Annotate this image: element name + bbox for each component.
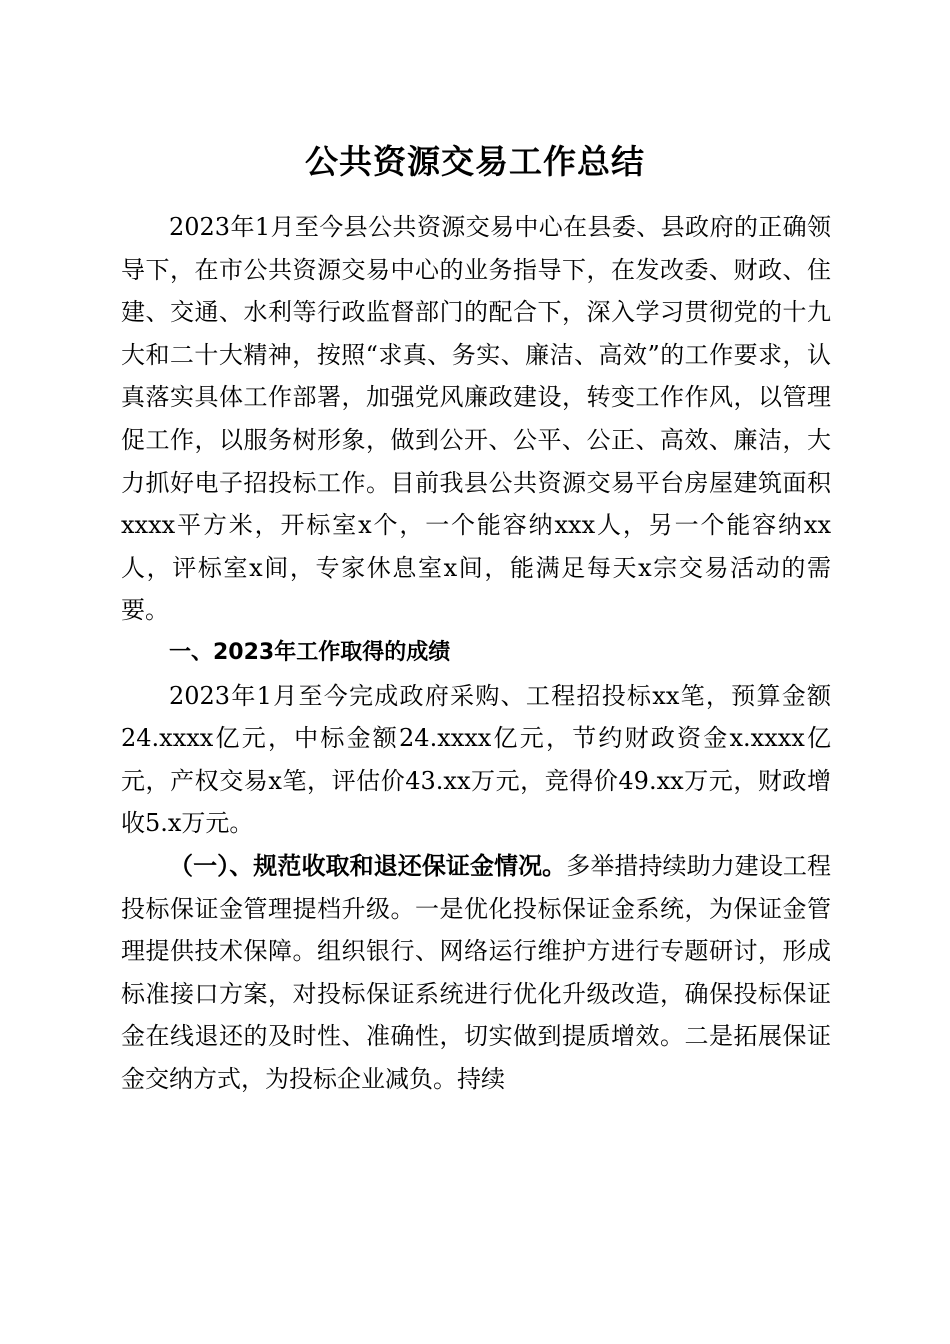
- intro-paragraph: 2023年1月至今县公共资源交易中心在县委、县政府的正确领导下，在市公共资源交易中心的业务指导下，在发改委、财政、住建、交通、水利等行政监督部门的配合下，深入学习贯彻党的十九大和二十大精神，按照“求真、务实、廉洁、高效”的工作要求，认真落实具体工作部署，加强党风廉政建设，转变工作作风，以管理促工作，以服务树形象，做到公开、公平、公正、高效、廉洁，大力抓好电子招投标工作。目前我县公共资源交易平台房屋建筑面积xxxx平方米，开标室x个，一个能容纳xxx人，另一个能容纳xx人，评标室x间，专家休息室x间，能满足每天x宗交易活动的需要。: [121, 213, 831, 625]
- document-title: 公共资源交易工作总结: [305, 142, 645, 181]
- subsection-text: 多举措持续助力建设工程投标保证金管理提档升级。一是优化投标保证金系统，为保证金管理提供技术保障。组织银行、网络运行维护方进行专题研讨，形成标准接口方案，对投标保证系统进行优化升级改造，确保投标保证金在线退还的及时性、准确性，切实做到提质增效。二是拓展保证金交纳方式，为投标企业减负。持续: [121, 851, 832, 1093]
- section-paragraph: 2023年1月至今完成政府采购、工程招投标xx笔，预算金额24.xxxx亿元，中标金额24.xxxx亿元，节约财政资金x.xxxx亿元，产权交易x笔，评估价43.xx万元，竞得价49.xx万元，财政增收5.x万元。: [121, 681, 831, 838]
- subsection-paragraph: [121, 845, 831, 1101]
- document-body: [121, 206, 831, 1100]
- section-heading: 一、2023年工作取得的成绩: [169, 639, 451, 665]
- subsection-lead: （一）、规范收取和退还保证金情况。: [169, 851, 567, 880]
